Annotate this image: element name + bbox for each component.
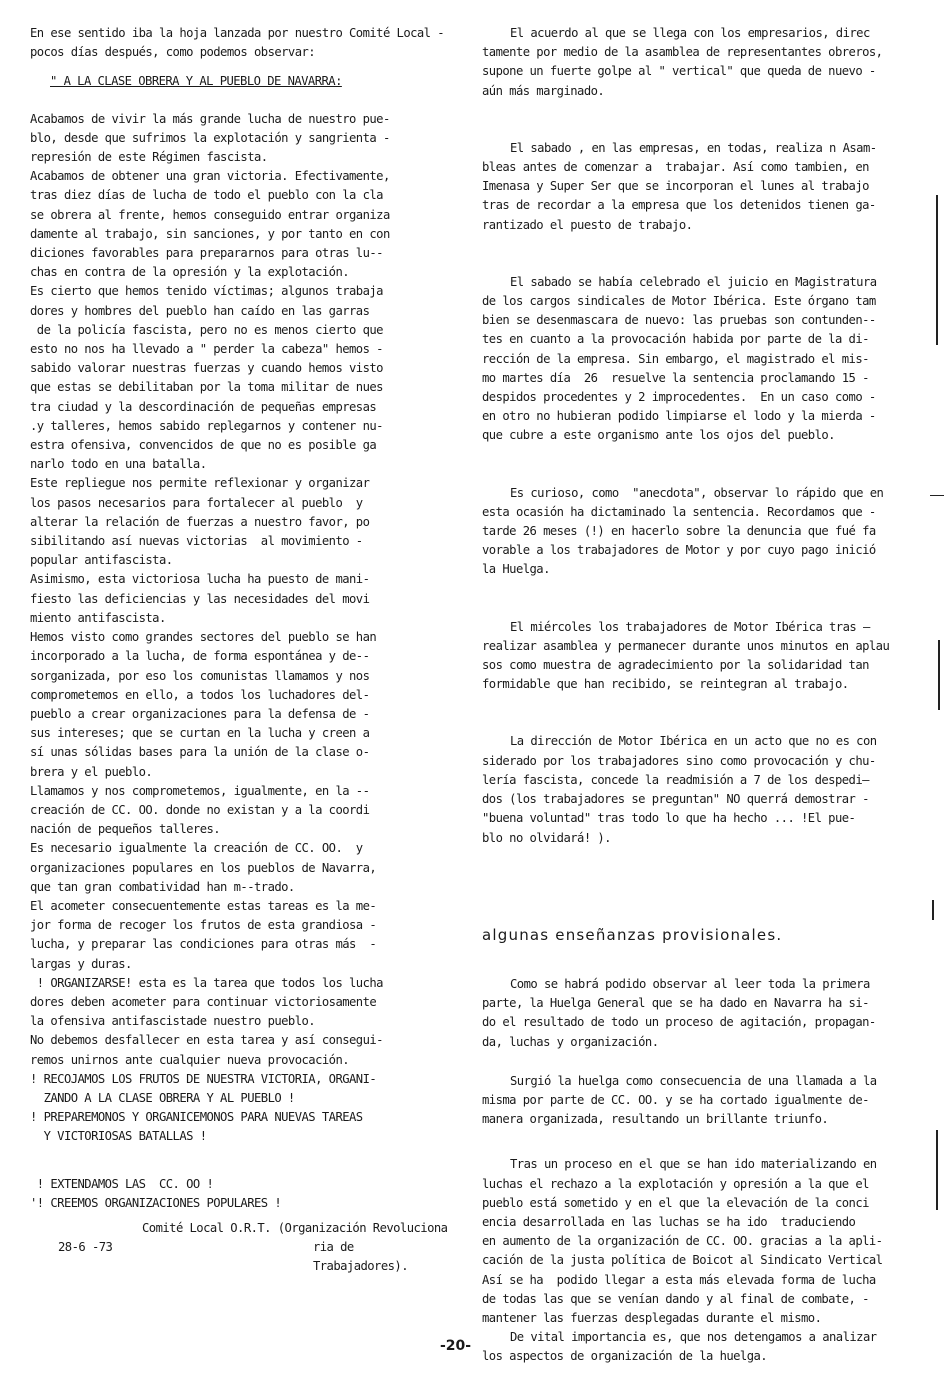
signature-date: 28-6 -73 <box>58 1240 113 1255</box>
slogans: ! EXTENDAMOS LAS CC. OO ! '! CREEMOS ORGANIZACIONES POPULARES ! <box>30 1176 282 1210</box>
leaflet-heading: " A LA CLASE OBRERA Y AL PUEBLO DE NAVARRA: <box>50 74 342 89</box>
page-number: -20- <box>440 1338 472 1354</box>
intro-paragraph: En ese sentido iba la hoja lanzada por nuestro Comité Local - pocos días después, como podemos observar: <box>30 26 445 60</box>
leaflet-body: Acabamos de vivir la más grande lucha de nuestro pue- blo, desde que sufrimos la explotación y sangrienta - represión de este Régimen fascista. Acabamos de obtener una gran victoria. Efectivamente, tras diez días de lucha de todo el pueblo con la cla se obrera al frente, hemos conseguido entrar organiza damente al trabajo, sin sanciones, y por tanto en con diciones favorables para prepararnos para otras lu-- chas en contra de la opresión y la explotación. Es cierto que hemos tenido víctimas; algunos trabaja dores y hombres del pueblo han caído en las garras de la policía fascista, pero no es menos cierto que esto no nos ha llevado a " perder la cabeza" hemos - sabido valorar nuestras fuerzas y cuando hemos visto que estas se debilitaban por la toma militar de nues tra ciudad y la descordinación de pequeñas empresas .y talleres, hemos sabido replegarnos y contener nu- estra ofensiva, convencidos de que no es posible ga narlo todo en una batalla. Este repliegue nos permite reflexionar y organizar los pasos necesarios para fortalecer al pueblo y alterar la relación de fuerzas a nuestro favor, po sibilitando así nuevas victorias al movimiento - popular antifascista. Asimismo, esta victoriosa lucha ha puesto de mani- fiesto las deficiencias y las necesidades del movi miento antifascista. Hemos visto como grandes sectores del pueblo se han incorporado a la lucha, de forma espontánea y de-- sorganizada, por eso los comunistas llamamos y nos comprometemos en ello, a todos los luchadores del- pueblo a crear organizaciones para la defensa de - sus intereses; que se curtan en la lucha y creen a sí unas sólidas bases para la unión de la clase o- brera y el pueblo. Llamamos y nos comprometemos, igualmente, en la -- creación de CC. OO. donde no existan y a la coordi nación de pequeños talleres. Es necesario igualmente la creación de CC. OO. y organizaciones populares en los pueblos de Navarra, que tan gran combatividad han m--trado. El acometer consecuentemente estas tareas es la me- jor forma de recoger los frutos de esta grandiosa - lucha, y preparar las condiciones para otras más - largas y duras. ! ORGANIZARSE! esta es la tarea que todos los lucha dores deben acometer para continuar victoriosamente la ofensiva antifascistade nuestro pueblo. No debemos desfallecer en esta tarea y así consegui- remos unirnos ante cualquier nueva provocación. ! RECOJAMOS LOS FRUTOS DE NUESTRA VICTORIA, ORGANI- ZANDO A LA CLASE OBRERA Y AL PUEBLO ! ! PREPAREMONOS Y ORGANICEMONOS PARA NUEVAS TAREAS Y VICTORIOSAS BATALLAS ! <box>30 111 390 1144</box>
paragraph-7: Como se habrá podido observar al leer toda la primera parte, la Huelga General que se ha dado en Navarra ha si- do el resultado de todo un proceso de agitación, propagan- da, luchas y organización. <box>482 976 876 1049</box>
paragraph-10: De vital importancia es, que nos detengamos a analizar los aspectos de organización de la huelga. <box>482 1330 877 1364</box>
scan-margin-mark <box>930 495 944 496</box>
right-column <box>482 24 912 1367</box>
scan-margin-mark <box>936 195 938 345</box>
signature-line-2: ria de Trabajadores). <box>312 1240 408 1274</box>
paragraph-5: El miércoles los trabajadores de Motor Ibérica tras — realizar asamblea y permanecer durante unos minutos en aplau sos como muestra de agradecimiento por la solidaridad tan formidable que han recibido, se reintegran al trabajo. <box>482 619 890 692</box>
paragraph-8: Surgió la huelga como consecuencia de una llamada a la misma por parte de CC. OO. y se ha cortado igualmente de- manera organizada, resultando un brillante triunfo. <box>482 1073 877 1127</box>
paragraph-9: Tras un proceso en el que se han ido materializando en luchas el rechazo a la explotación y opresión a la que el pueblo está sometido y en el que la elevación de la conci encia desarrollada en las luchas se ha ido traduciendo en aumento de la organización de CC. OO. gracias a la apli- cación de la justa política de Boicot al Sindicato Vertical Así se ha podido llegar a esta más elevada forma de lucha de todas las que se venían dando y al final de combate, - mantener las fuerzas desplegadas durante el mismo. <box>482 1157 883 1325</box>
left-column <box>30 24 450 1277</box>
signature-line-1: Comité Local O.R.T. (Organización Revoluciona <box>142 1220 448 1235</box>
paragraph-3: El sabado se había celebrado el juicio en Magistratura de los cargos sindicales de Motor Ibérica. Este órgano tam bien se desenmascara de nuevo: las pruebas son contunden-- tes en cuanto a la provocación habida por parte de la di- rección de la empresa. Sin embargo, el magistrado el mis- mo martes día 26 resuelve la sentencia proclamando 15 - despidos procedentes y 2 improcedentes. En un caso como - en otro no hubieran podido limpiarse el lodo y la mierda - que cubre a este organismo ante los ojos del pueblo. <box>482 274 877 443</box>
paragraph-4: Es curioso, como "anecdota", observar lo rápido que en esta ocasión ha dictaminado la sentencia. Recordamos que - tarde 26 meses (!) en hacerlo sobre la denuncia que fué fa vorable a los trabajadores de Motor y por cuyo pago inició la Huelga. <box>482 485 884 577</box>
scan-margin-mark <box>932 900 934 920</box>
paragraph-6: La dirección de Motor Ibérica en un acto que no es con siderado por los trabajadores sino como provocación y chu- lería fascista, concede la readmisión a 7 de los despedi— dos (los trabajadores se preguntan" NO querrá demostrar - "buena voluntad" tras todo lo que ha hecho ... !El pue- blo no olvidará! ). <box>482 734 877 845</box>
paragraph-1: El acuerdo al que se llega con los empresarios, direc tamente por medio de la asamblea de representantes obreros, supone un fuerte golpe al " vertical" que queda de nuevo - aún más marginado. <box>482 26 883 98</box>
signature-block <box>30 1219 450 1277</box>
section-title: algunas enseñanzas provisionales. <box>482 925 783 944</box>
scan-margin-mark <box>938 640 940 710</box>
scan-margin-mark <box>936 1130 938 1210</box>
paragraph-2: El sabado , en las empresas, en todas, realiza n Asam- bleas antes de comenzar a trabajar. Así como tambien, en Imenasa y Super Ser que se incorporan el lunes al trabajo tras de recordar a la empresa que los detenidos tienen ga- rantizado el puesto de trabajo. <box>482 140 877 232</box>
